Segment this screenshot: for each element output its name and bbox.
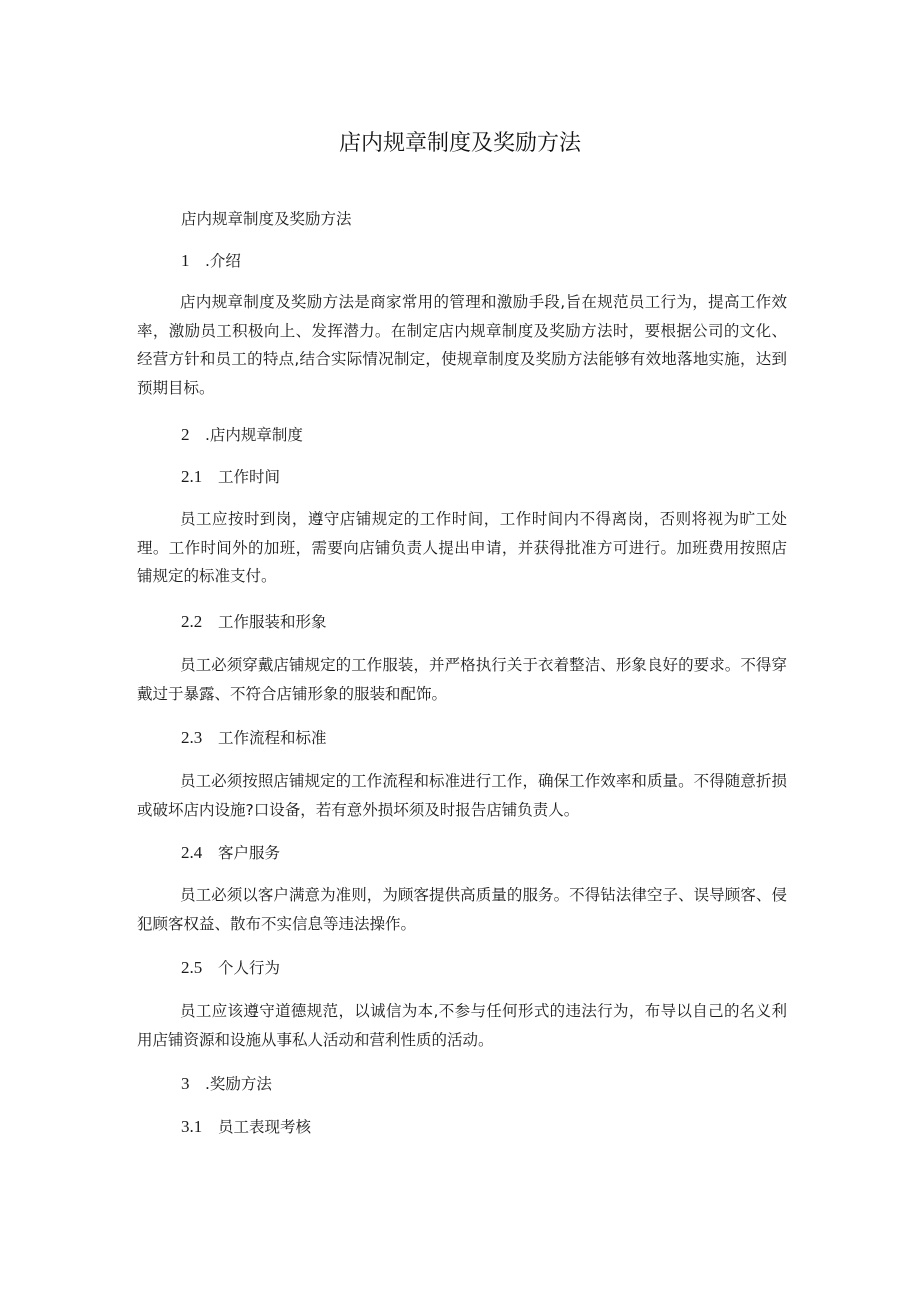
section-title: 工作流程和标准 bbox=[218, 729, 327, 747]
section-number: 1 bbox=[181, 251, 190, 270]
section-heading-2-4 bbox=[181, 842, 280, 864]
section-number: 2 bbox=[181, 425, 190, 444]
section-heading-2 bbox=[181, 424, 303, 446]
section-heading-2-5 bbox=[181, 957, 280, 979]
section-title: .奖励方法 bbox=[205, 1075, 272, 1093]
section-number: 2.1 bbox=[181, 467, 203, 486]
section-heading-1 bbox=[181, 250, 241, 272]
paragraph-customer-service: 员工必须以客户满意为准则，为顾客提供高质量的服务。不得钻法律空子、误导顾客、侵犯顾客权益、散布不实信息等违法操作。 bbox=[137, 886, 787, 933]
section-number: 3 bbox=[181, 1074, 190, 1093]
section-title: 工作时间 bbox=[218, 468, 281, 486]
section-title: 个人行为 bbox=[218, 959, 281, 977]
section-number: 2.5 bbox=[181, 958, 203, 977]
paragraph-work-attire: 员工必须穿戴店铺规定的工作服装，并严格执行关于衣着整洁、形象良好的要求。不得穿戴过于暴露、不符合店铺形象的服装和配饰。 bbox=[137, 656, 787, 703]
section-title: .店内规章制度 bbox=[205, 426, 303, 444]
section-number: 2.4 bbox=[181, 843, 203, 862]
section-title: .介绍 bbox=[205, 252, 241, 270]
paragraph-work-hours: 员工应按时到岗，遵守店铺规定的工作时间，工作时间内不得离岗，否则将视为旷工处理。工作时间外的加班，需要向店铺负责人提出申请，并获得批准方可进行。加班费用按照店铺规定的标准支付。 bbox=[137, 510, 787, 586]
section-number: 2.3 bbox=[181, 728, 203, 747]
section-title: 工作服装和形象 bbox=[218, 613, 327, 631]
paragraph-introduction: 店内规章制度及奖励方法是商家常用的管理和激励手段,旨在规范员工行为，提高工作效率，激励员工积极向上、发挥潜力。在制定店内规章制度及奖励方法时，要根据公司的文化、经营方针和员工的特点,结合实际情况制定，使规章制度及奖励方法能够有效地落地实施，达到预期目标。 bbox=[137, 293, 787, 398]
paragraph-personal-conduct: 员工应该遵守道德规范，以诚信为本,不参与任何形式的违法行为，布导以自己的名义利用店铺资源和设施从事私人活动和营利性质的活动。 bbox=[137, 1002, 787, 1049]
section-heading-2-3 bbox=[181, 727, 327, 749]
paragraph-work-process: 员工必须按照店铺规定的工作流程和标准进行工作，确保工作效率和质量。不得随意折损或破坏店内设施?口设备，若有意外损坏须及时报告店铺负责人。 bbox=[137, 772, 787, 819]
section-title: 员工表现考核 bbox=[218, 1118, 312, 1136]
document-subtitle: 店内规章制度及奖励方法 bbox=[181, 210, 352, 228]
section-number: 3.1 bbox=[181, 1117, 203, 1136]
section-title: 客户服务 bbox=[218, 844, 281, 862]
section-heading-3 bbox=[181, 1073, 272, 1095]
section-heading-2-1 bbox=[181, 466, 280, 488]
section-number: 2.2 bbox=[181, 612, 203, 631]
section-heading-3-1 bbox=[181, 1116, 311, 1138]
document-title: 店内规章制度及奖励方法 bbox=[338, 131, 581, 156]
section-heading-2-2 bbox=[181, 611, 327, 633]
